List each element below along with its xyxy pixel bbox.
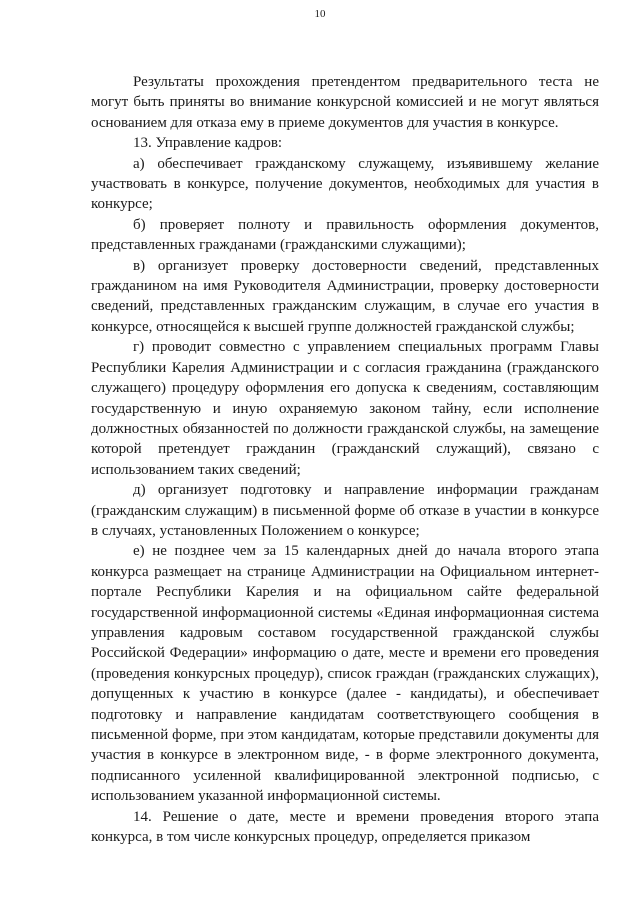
paragraph-item-13-a: а) обеспечивает гражданскому служащему, изъявившему желание участвовать в конкурсе, получение документов, необходимых для участия в конкурсе; (91, 155, 599, 213)
paragraph-item-13-b: б) проверяет полноту и правильность оформления документов, представленных гражданами (гражданскими служащими); (91, 216, 599, 254)
paragraph-item-13-d: д) организует подготовку и направление информации гражданам (гражданским служащим) в письменной форме об отказе в участии в конкурсе в случаях, установленных Положением о конкурсе; (91, 482, 599, 539)
page-number: 10 (314, 8, 326, 20)
paragraph-item-13-v: в) организует проверку достоверности сведений, представленных гражданином на имя Руководителя Администрации, проверку достоверности сведений, представленных гражданским служащим, в случае его участия в конкурсе, относящейся к высшей группе должностей гражданской службы; (91, 257, 599, 335)
paragraph-item-13: 13. Управление кадров: (133, 135, 283, 152)
paragraph-test-results: Результаты прохождения претендентом предварительного теста не могут быть приняты во внимание конкурсной комиссией и не могут являться основанием для отказа ему в приеме документов для участия в конкурсе. (91, 74, 599, 131)
paragraph-item-14: 14. Решение о дате, месте и времени проведения второго этапа конкурса, в том числе конкурсных процедур, определяется приказом (91, 808, 599, 846)
paragraph-item-13-g: г) проводит совместно с управлением специальных программ Главы Республики Карелия Администрации и с согласия гражданина (гражданского служащего) процедуру оформления его допуска к сведениям, составляющим государственную и иную охраняемую законом тайну, если исполнение должностных обязанностей по должности гражданской службы, на замещение которой претендует гражданин (гражданский служащий), связано с использованием таких сведений; (91, 339, 599, 478)
document-body (91, 72, 599, 847)
paragraph-item-13-e: е) не позднее чем за 15 календарных дней до начала второго этапа конкурса размещает на странице Администрации на Официальном интернет-портале Республики Карелия и на официальном сайте федеральной государственной информационной системы «Единая информационная система управления кадровым составом государственной гражданской службы Российской Федерации» информацию о дате, месте и времени его проведения (проведения конкурсных процедур), список граждан (гражданских служащих), допущенных к участию в конкурсе (далее - кандидаты), и обеспечивает подготовку и направление кандидатам соответствующего сообщения в письменной форме, при этом кандидатам, которые представили документы для участия в конкурсе в электронном виде, - в форме электронного документа, подписанного усиленной квалифицированной электронной подписью, с использованием указанной информационной системы. (91, 543, 599, 805)
